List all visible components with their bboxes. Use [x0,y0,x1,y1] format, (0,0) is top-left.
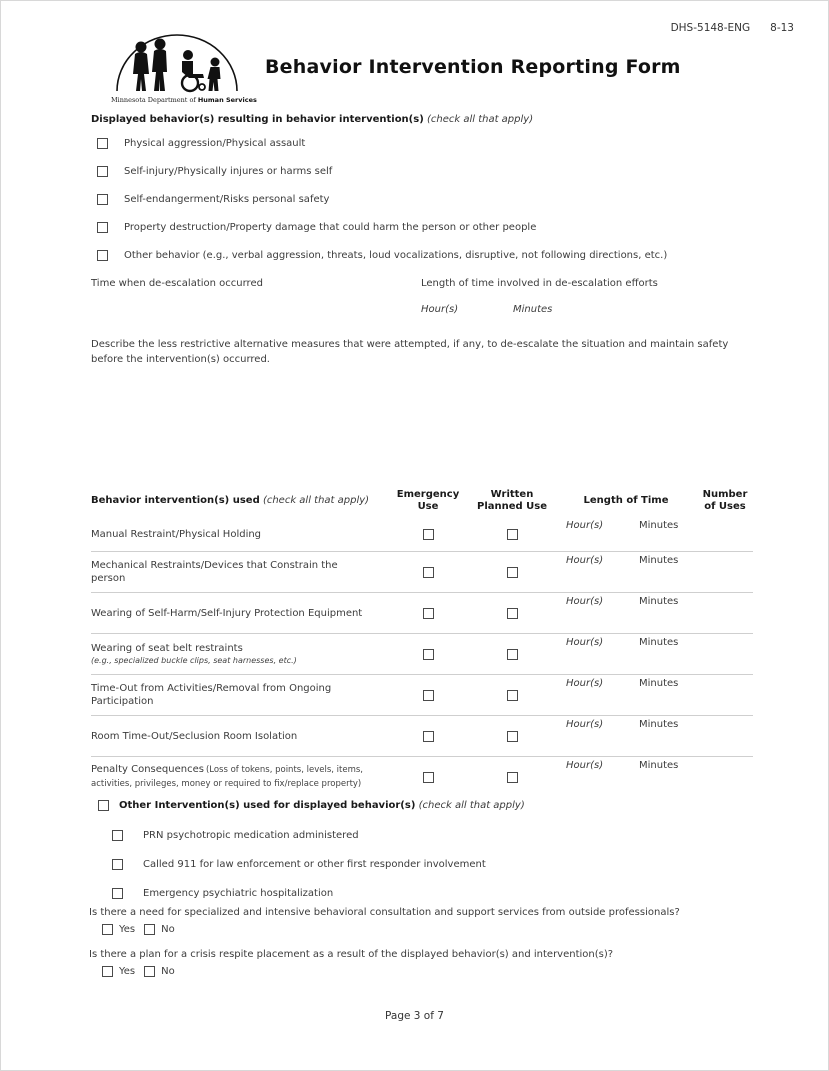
row-label: Room Time-Out/Seclusion Room Isolation [91,730,298,742]
logo-caption-bold: Human Services [197,96,257,104]
column-header-behavior-note: (check all that apply) [262,495,370,506]
checkbox-consultation-no[interactable] [144,924,155,935]
question-yes-no [89,923,789,936]
checkbox-property-destruction[interactable] [97,222,108,233]
displayed-behaviors-heading-note: (check all that apply) [426,114,534,125]
checkbox-other-behavior[interactable] [97,250,108,261]
checkbox-row6-planned[interactable] [507,772,518,783]
deescalation-section [91,278,781,317]
deescalation-time-label: Time when de-escalation occurred [91,278,263,289]
other-option-label: Called 911 for law enforcement or other first responder involvement [143,859,486,870]
deescalation-minutes-label: Minutes [513,304,553,315]
row-hours-label: Hour(s) [566,637,604,648]
checkbox-respite-yes[interactable] [102,966,113,977]
checkbox-row4-planned[interactable] [507,690,518,701]
checkbox-row6-emergency[interactable] [423,772,434,783]
checkbox-self-endangerment[interactable] [97,194,108,205]
behavior-option-self-injury [91,166,781,178]
deescalation-length-label: Length of time involved in de-escalation efforts [421,278,658,289]
checkbox-physical-aggression[interactable] [97,138,108,149]
checkbox-row3-emergency[interactable] [423,649,434,660]
row-label: Wearing of seat belt restraints [91,643,243,654]
checkbox-row1-emergency[interactable] [423,567,434,578]
behavior-option-label: Self-endangerment/Risks personal safety [124,194,330,205]
checkbox-consultation-yes[interactable] [102,924,113,935]
row-hours-label: Hour(s) [566,520,604,531]
behavior-option-property-destruction [91,222,781,234]
question-yes-no [89,965,789,978]
behavior-option-label: Other behavior (e.g., verbal aggression, threats, loud vocalizations, disruptive, not following directions, etc.) [124,250,668,261]
logo-people-icon [111,29,243,93]
table-row-mechanical-restraints [91,551,753,592]
question-consultation-need [89,906,789,936]
row-hours-label: Hour(s) [566,596,604,607]
behavior-option-physical-aggression [91,138,781,150]
behavior-option-other-behavior [91,250,781,262]
row-label: Mechanical Restraints/Devices that Constrain the person [91,560,338,584]
row-label: Time-Out from Activities/Removal from Ongoing Participation [91,683,332,707]
interventions-table-header [91,484,753,517]
behavior-option-self-endangerment [91,194,781,206]
table-row-penalty-consequences [91,756,753,797]
checkbox-row2-emergency[interactable] [423,608,434,619]
deescalation-hours-label: Hour(s) [421,304,459,315]
interventions-table [91,484,753,797]
column-header-written-planned-use: Written Planned Use [476,488,548,512]
row-minutes-label: Minutes [639,760,679,771]
table-row-manual-restraint [91,517,753,551]
checkbox-row5-planned[interactable] [507,731,518,742]
yes-label: Yes [119,924,136,935]
checkbox-row0-emergency[interactable] [423,529,434,540]
other-option-label: Emergency psychiatric hospitalization [143,888,334,899]
displayed-behaviors-heading-text: Displayed behavior(s) resulting in behavior intervention(s) [91,114,424,125]
checkbox-prn-medication[interactable] [112,830,123,841]
checkbox-called-911[interactable] [112,859,123,870]
behavior-option-label: Property destruction/Property damage that could harm the person or other people [124,222,537,233]
checkbox-row2-planned[interactable] [507,608,518,619]
column-header-length-of-time: Length of Time [583,494,669,506]
other-option-called-911 [91,859,781,871]
behavior-option-label: Self-injury/Physically injures or harms self [124,166,333,177]
row-sublabel: (e.g., specialized buckle clips, seat harnesses, etc.) [91,656,297,665]
checkbox-respite-no[interactable] [144,966,155,977]
checkbox-row1-planned[interactable] [507,567,518,578]
describe-alternative-measures-text: Describe the less restrictive alternative measures that were attempted, if any, to de-escalate the situation and maintain safety before the intervention(s) occurred. [91,339,729,365]
no-label: No [161,924,175,935]
other-interventions-heading-text: Other Intervention(s) used for displayed behavior(s) [119,800,416,811]
row-hours-label: Hour(s) [566,555,604,566]
checkbox-row3-planned[interactable] [507,649,518,660]
checkbox-self-injury[interactable] [97,166,108,177]
row-hours-label: Hour(s) [566,719,604,730]
question-text: Is there a need for specialized and intensive behavioral consultation and support services from outside professionals? [89,907,680,918]
form-revision: 8-13 [770,22,794,34]
table-row-seat-belt-restraints [91,633,753,674]
behavior-option-label: Physical aggression/Physical assault [124,138,306,149]
column-header-behavior [91,494,387,507]
other-option-psychiatric-hospitalization [91,888,781,900]
displayed-behaviors-heading [91,114,781,125]
other-option-label: PRN psychotropic medication administered [143,830,359,841]
agency-logo [111,29,257,104]
page-title: Behavior Intervention Reporting Form [265,56,681,78]
displayed-behaviors-section [91,114,781,278]
logo-caption [111,96,257,104]
checkbox-other-interventions[interactable] [98,800,109,811]
other-interventions-section [91,800,781,917]
checkbox-row5-emergency[interactable] [423,731,434,742]
row-minutes-label: Minutes [639,555,679,566]
page-number: Page 3 of 7 [385,1010,444,1022]
form-number: DHS-5148-ENG [670,22,751,34]
row-minutes-label: Minutes [639,596,679,607]
checkbox-psychiatric-hospitalization[interactable] [112,888,123,899]
checkbox-row4-emergency[interactable] [423,690,434,701]
row-minutes-label: Minutes [639,637,679,648]
row-minutes-label: Minutes [639,678,679,689]
table-row-room-time-out [91,715,753,756]
question-crisis-respite-plan [89,948,789,978]
row-hours-label: Hour(s) [566,678,604,689]
row-label: Manual Restraint/Physical Holding [91,528,262,540]
logo-caption-normal: Minnesota Department of [111,96,198,104]
yes-label: Yes [119,966,136,977]
other-interventions-heading [91,800,781,812]
row-label: Wearing of Self-Harm/Self-Injury Protection Equipment [91,607,363,619]
row-hours-label: Hour(s) [566,760,604,771]
other-option-prn-medication [91,830,781,842]
column-header-number-of-uses: Number of Uses [702,488,748,512]
row-sublabel-inline: (Loss of tokens, points, levels, items, activities, privileges, money or required to fix/replace property) [91,765,363,789]
other-interventions-heading-note: (check all that apply) [418,800,525,811]
row-label: Penalty Consequences [91,764,204,775]
column-header-behavior-text: Behavior intervention(s) used [91,495,260,506]
checkbox-row0-planned[interactable] [507,529,518,540]
table-row-protection-equipment [91,592,753,633]
column-header-emergency-use: Emergency Use [396,488,460,512]
form-meta [671,22,794,34]
row-minutes-label: Minutes [639,520,679,531]
table-row-time-out-activities [91,674,753,715]
row-minutes-label: Minutes [639,719,679,730]
question-text: Is there a plan for a crisis respite placement as a result of the displayed behavior(s) and intervention(s)? [89,949,614,960]
no-label: No [161,966,175,977]
